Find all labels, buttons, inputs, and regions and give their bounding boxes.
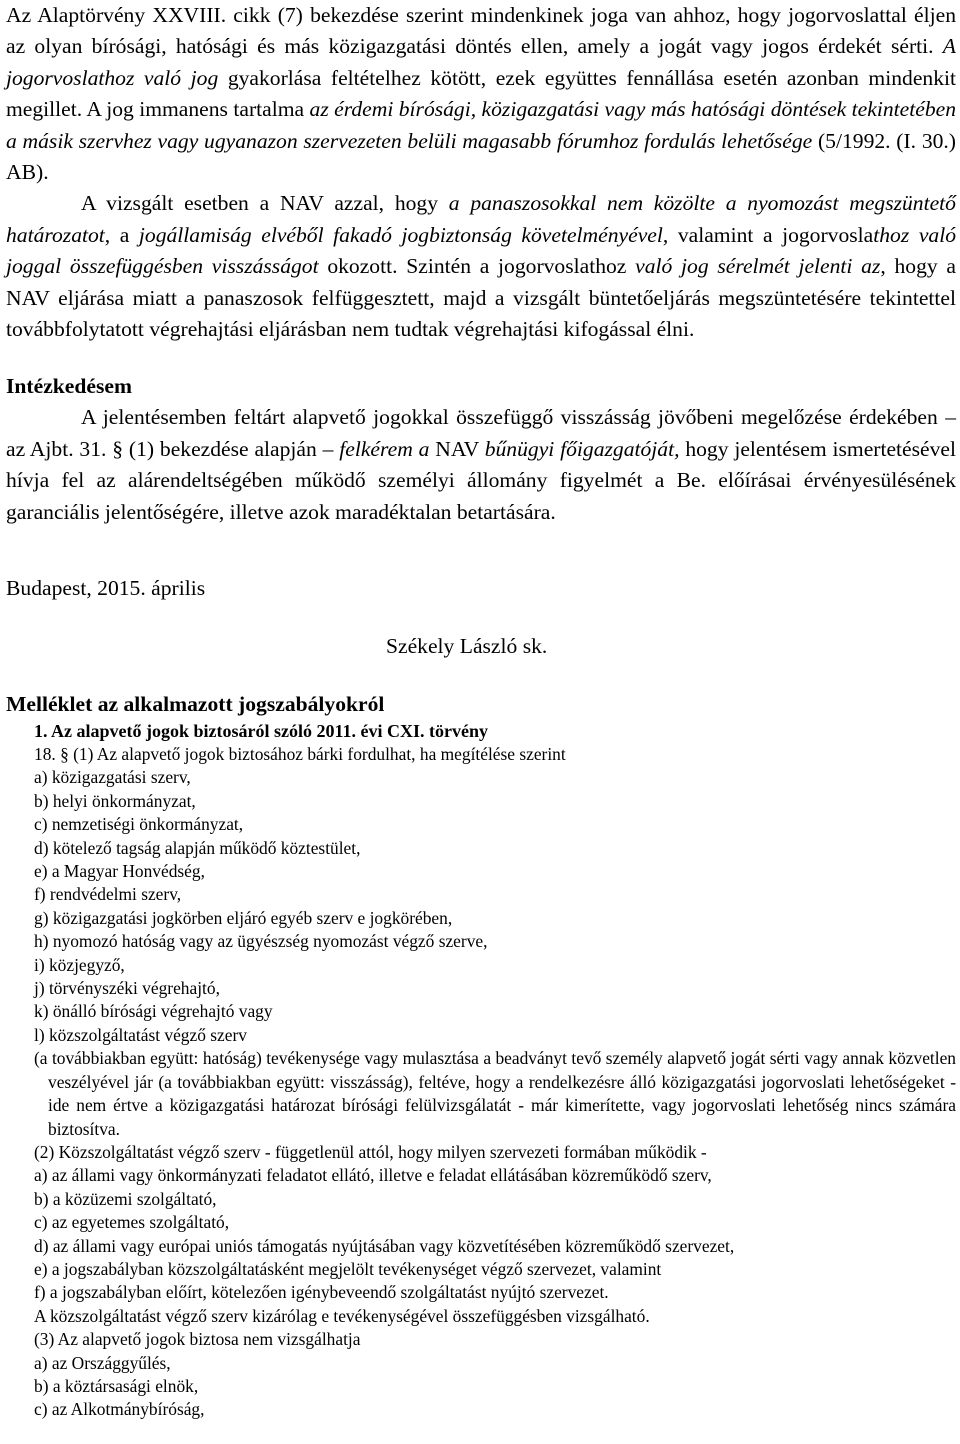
law-line: f) a jogszabályban előírt, kötelezően igénybeveendő szolgáltatást nyújtó szervezet. — [34, 1282, 609, 1303]
text-segment: , a — [104, 222, 139, 247]
law-line: (3) Az alapvető jogok biztosa nem vizsgálhatja — [34, 1329, 361, 1350]
text-segment: gyakorlása feltételhez kötött, ezek együttes fennállása esetén azonban mindenkit megillet. A jog immanens tartalma — [6, 65, 956, 122]
place-date: Budapest, 2015. április — [6, 576, 206, 600]
measure-text-segment: bűnügyi főigazgatóját, — [484, 436, 680, 461]
law-line: a) közigazgatási szerv, — [34, 767, 191, 788]
law-line: j) törvényszéki végrehajtó, — [34, 978, 220, 999]
measure-text-segment: hogy jelentésem ismertetésével hívja fel az alárendeltségében működő személyi állomány figyelmét a Be. előírásai érvényesülésének garanciális jelentőségére, illetve azok maradéktalan betartására. — [6, 436, 957, 524]
measure-text-segment: NAV — [429, 436, 485, 461]
text-segment: , valamint a jogorvosla — [662, 222, 874, 247]
text-segment: A jogorvoslathoz való jog — [6, 34, 956, 90]
measure-heading: Intézkedésem — [6, 374, 132, 398]
law-line: a) az állami vagy önkormányzati feladatot ellátó, illetve e feladat ellátásában közreműködő szerv, — [34, 1165, 712, 1186]
law-line: g) közigazgatási jogkörben eljáró egyéb szerv e jogkörében, — [34, 907, 453, 928]
paragraph-findings — [6, 188, 956, 345]
paragraph-legal-basis — [6, 0, 956, 188]
measure-text — [6, 402, 956, 528]
law-line: A közszolgáltatást végző szerv kizárólag e tevékenységével összefüggésben vizsgálható. — [34, 1305, 650, 1326]
measure-text-segment: felkérem a — [339, 436, 430, 461]
paragraph-measure — [6, 402, 956, 528]
annex-title: Melléklet az alkalmazott jogszabályokról — [6, 692, 385, 716]
measure-text-segment: A jelentésemben feltárt alapvető jogokkal összefüggő visszásság jövőbeni megelőzése érdekében – az Ajbt. 31. § (1) bekezdése alapján – — [6, 405, 956, 461]
law-line: i) közjegyző, — [34, 954, 125, 975]
law-line: 18. § (1) Az alapvető jogok biztosához bárki fordulhat, ha megítélése szerint — [34, 744, 566, 764]
text-segment: thoz való joggal összefüggésben visszásságot — [6, 222, 956, 279]
text-segment: , hogy a NAV eljárása miatt a panaszosok felfüggesztett, majd a vizsgált büntetőeljárás megszüntetésére tekintettel továbbfolytatott végrehajtási eljárásban nem tudtak végrehajtási kifogással élni. — [6, 254, 957, 342]
text-segment: A vizsgált esetben a NAV azzal, hogy — [81, 191, 449, 216]
law-hanging-paragraph: (a továbbiakban együtt: hatóság) tevékenysége vagy mulasztása a beadványt tevő személy alapvető jogát sérti vagy annak közvetlen veszélyével jár (a továbbiakban együtt: visszásság), feltéve, hogy a rendelkezésre álló közigazgatási jogorvoslati lehetőségeket - ide nem értve a közigazgatási határozat bírósági felülvizsgálatát - már kimerítette, vagy jogorvoslati lehetőség nincs számára biztosítva. — [34, 1048, 956, 1139]
text-segment: a panaszosokkal nem közölte a nyomozást megszüntető határozatot — [6, 191, 956, 247]
law-line: l) közszolgáltatást végző szerv — [34, 1024, 247, 1045]
law-line: h) nyomozó hatóság vagy az ügyészség nyomozást végző szerve, — [34, 931, 488, 952]
law-line: k) önálló bírósági végrehajtó vagy — [34, 1001, 273, 1022]
law-line: b) a köztársasági elnök, — [34, 1375, 199, 1396]
law-line: b) a közüzemi szolgáltató, — [34, 1188, 217, 1209]
law-line: (2) Közszolgáltatást végző szerv - függetlenül attól, hogy milyen szervezeti formában működik - — [34, 1141, 707, 1162]
text-segment: (5/1992. (I. 30.) AB). — [6, 128, 956, 185]
law-line: e) a Magyar Honvédség, — [34, 861, 205, 882]
law-line: d) az állami vagy európai uniós támogatás nyújtásában vagy közvetítésében közreműködő szervezet, — [34, 1235, 735, 1256]
law-line: b) helyi önkormányzat, — [34, 790, 196, 811]
text-segment: az érdemi bírósági, közigazgatási vagy más hatósági döntések tekintetében a másik szervhez vagy ugyanazon szervezeten belüli magasabb fórumhoz fordulás lehetősége — [6, 97, 956, 153]
signature: Székely László sk. — [386, 634, 548, 658]
law-line: e) a jogszabályban közszolgáltatásként megjelölt tevékenységet végző szervezet, valamint — [34, 1258, 662, 1279]
text-segment: való jog sérelmét jelenti az — [635, 254, 881, 279]
annex-subtitle: 1. Az alapvető jogok biztosáról szóló 2011. évi CXI. törvény — [34, 721, 488, 741]
law-list-continued — [34, 1141, 956, 1422]
text-segment: Az Alaptörvény XXVIII. cikk (7) bekezdése szerint mindenkinek joga van ahhoz, hogy jogorvoslattal éljen az olyan bírósági, hatósági és más közigazgatási döntés ellen, amely a jogát vagy jogos érdekét sérti. — [6, 3, 956, 59]
law-line: c) az egyetemes szolgáltató, — [34, 1212, 230, 1233]
law-text — [34, 743, 956, 1422]
law-line: c) nemzetiségi önkormányzat, — [34, 814, 244, 835]
law-line: d) kötelező tagság alapján működő köztestület, — [34, 837, 361, 858]
law-line: c) az Alkotmánybíróság, — [34, 1399, 205, 1420]
law-line: f) rendvédelmi szerv, — [34, 884, 182, 905]
text-segment: okozott. Szintén a jogorvoslathoz — [318, 254, 636, 279]
body-text — [6, 0, 956, 345]
law-line: a) az Országgyűlés, — [34, 1352, 171, 1373]
text-segment: jogállamiság elvéből fakadó jogbiztonság követelményével — [138, 222, 663, 247]
law-list — [34, 743, 956, 1047]
